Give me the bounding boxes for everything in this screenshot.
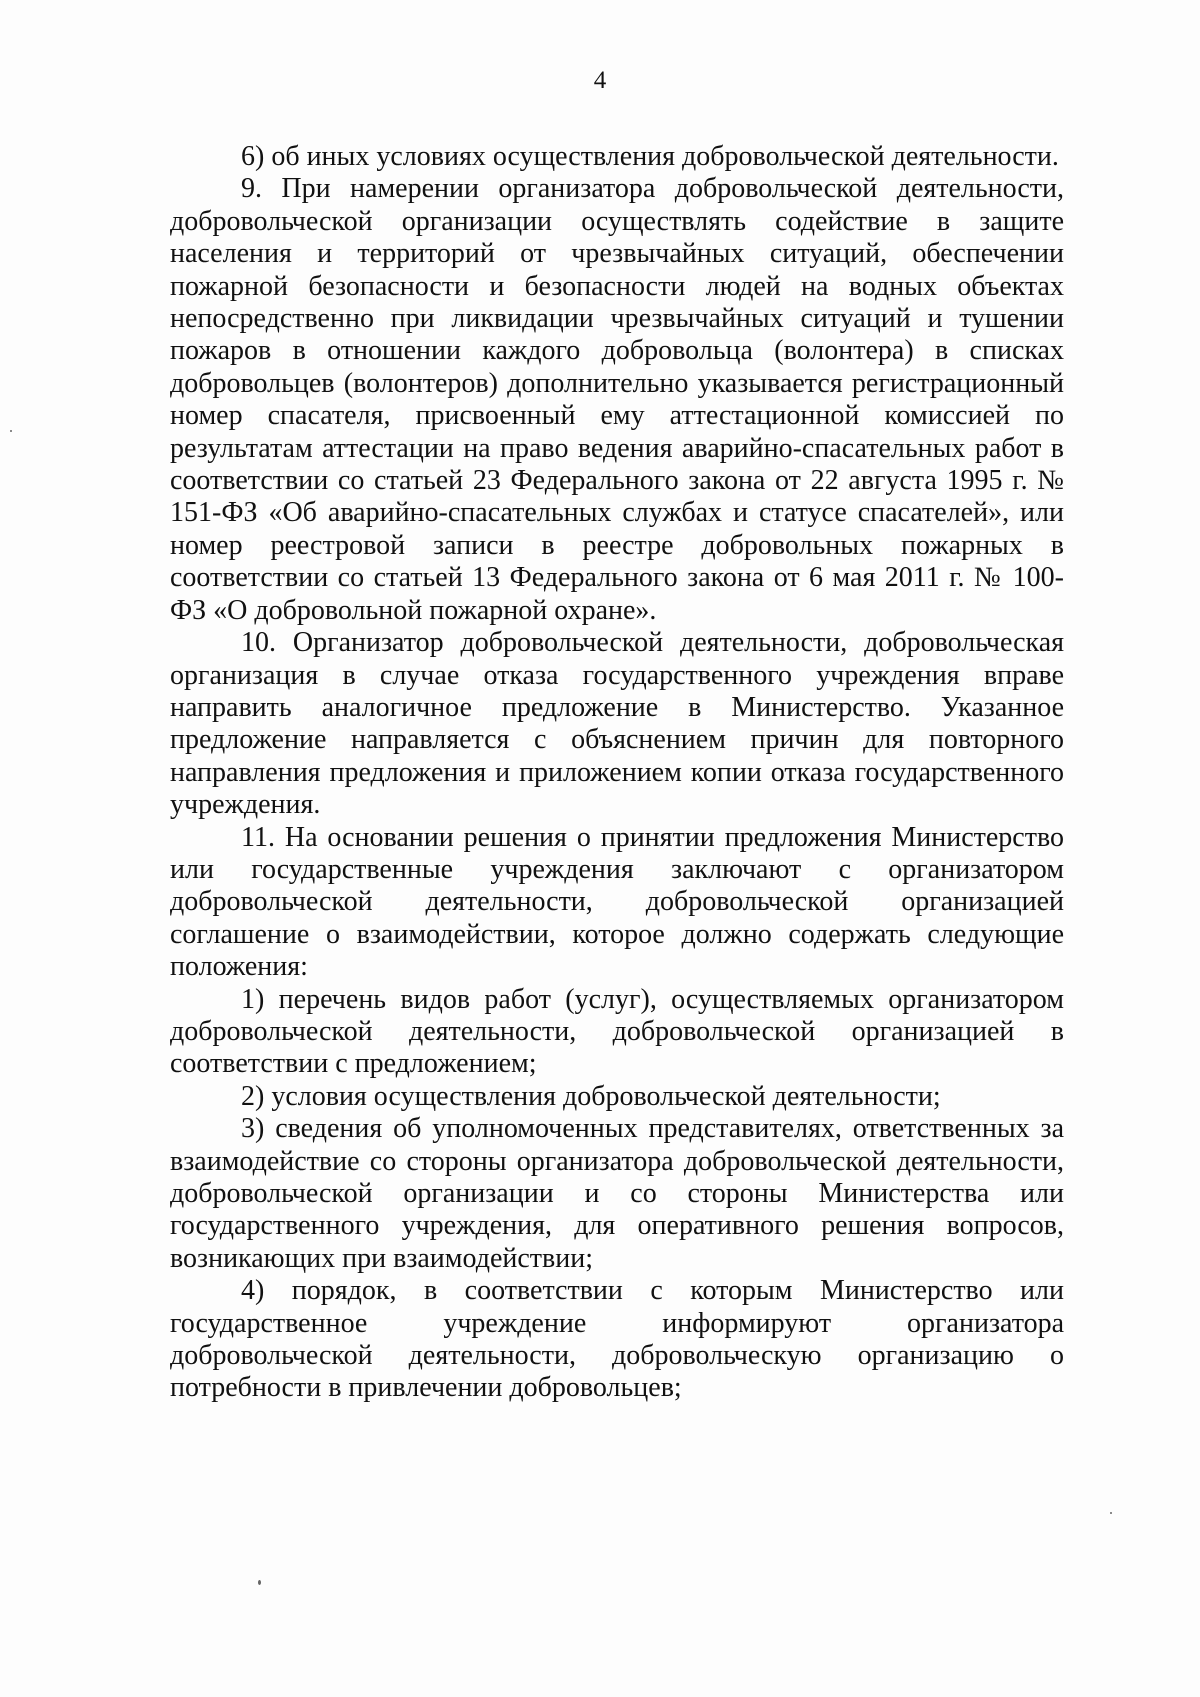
- paragraph-9-rescuer-registration: 9. При намерении организатора добровольческой деятельности, добровольческой организации осуществлять содействие в защите населения и территорий от чрезвычайных ситуаций, обеспечении пожарной безопасности и безопасности людей на водных объектах непосредственно при ликвидации чрезвычайных ситуаций и тушении пожаров в отношении каждого добровольца (волонтера) в списках добровольцев (волонтеров) дополнительно указывается регистрационный номер спасателя, присвоенный ему аттестационной комиссией по результатам аттестации на право ведения аварийно-спасательных работ в соответствии со статьей 23 Федерального закона от 22 августа 1995 г. № 151-ФЗ «Об аварийно-спасательных службах и статусе спасателей», или номер реестровой записи в реестре добровольных пожарных в соответствии со статьей 13 Федерального закона от 6 мая 2011 г. № 100-ФЗ «О добровольной пожарной охране».: [170, 173, 1064, 626]
- paragraph-10-refusal-appeal: 10. Организатор добровольческой деятельности, добровольческая организация в случае отказа государственного учреждения вправе направить аналогичное предложение в Министерство. Указанное предложение направляется с объяснением причин для повторного направления предложения и приложением копии отказа государственного учреждения.: [170, 627, 1064, 821]
- scan-speck: [258, 1580, 261, 1585]
- document-body: [170, 141, 1064, 1405]
- list-item-3-representatives: 3) сведения об уполномоченных представителях, ответственных за взаимодействие со стороны организатора добровольческой деятельности, добровольческой организации и со стороны Министерства или государственного учреждения, для оперативного решения вопросов, возникающих при взаимодействии;: [170, 1113, 1064, 1274]
- list-item-1-work-types: 1) перечень видов работ (услуг), осуществляемых организатором добровольческой деятельности, добровольческой организацией в соответствии с предложением;: [170, 983, 1064, 1080]
- list-item-4-notification-procedure: 4) порядок, в соответствии с которым Министерство или государственное учреждение информируют организатора добровольческой деятельности, добровольческую организацию о потребности в привлечении добровольцев;: [170, 1275, 1064, 1404]
- paragraph-item-6-other-conditions: 6) об иных условиях осуществления добровольческой деятельности.: [241, 141, 1059, 172]
- list-item-2-conditions: 2) условия осуществления добровольческой деятельности;: [241, 1080, 941, 1112]
- scan-speck: [1110, 1512, 1112, 1514]
- page-number: 4: [593, 67, 607, 94]
- paragraph-11-interaction-agreement: 11. На основании решения о принятии предложения Министерство или государственные учреждения заключают с организатором добровольческой деятельности, добровольческой организацией соглашение о взаимодействии, которое должно содержать следующие положения:: [170, 821, 1064, 983]
- scan-speck: [10, 430, 12, 432]
